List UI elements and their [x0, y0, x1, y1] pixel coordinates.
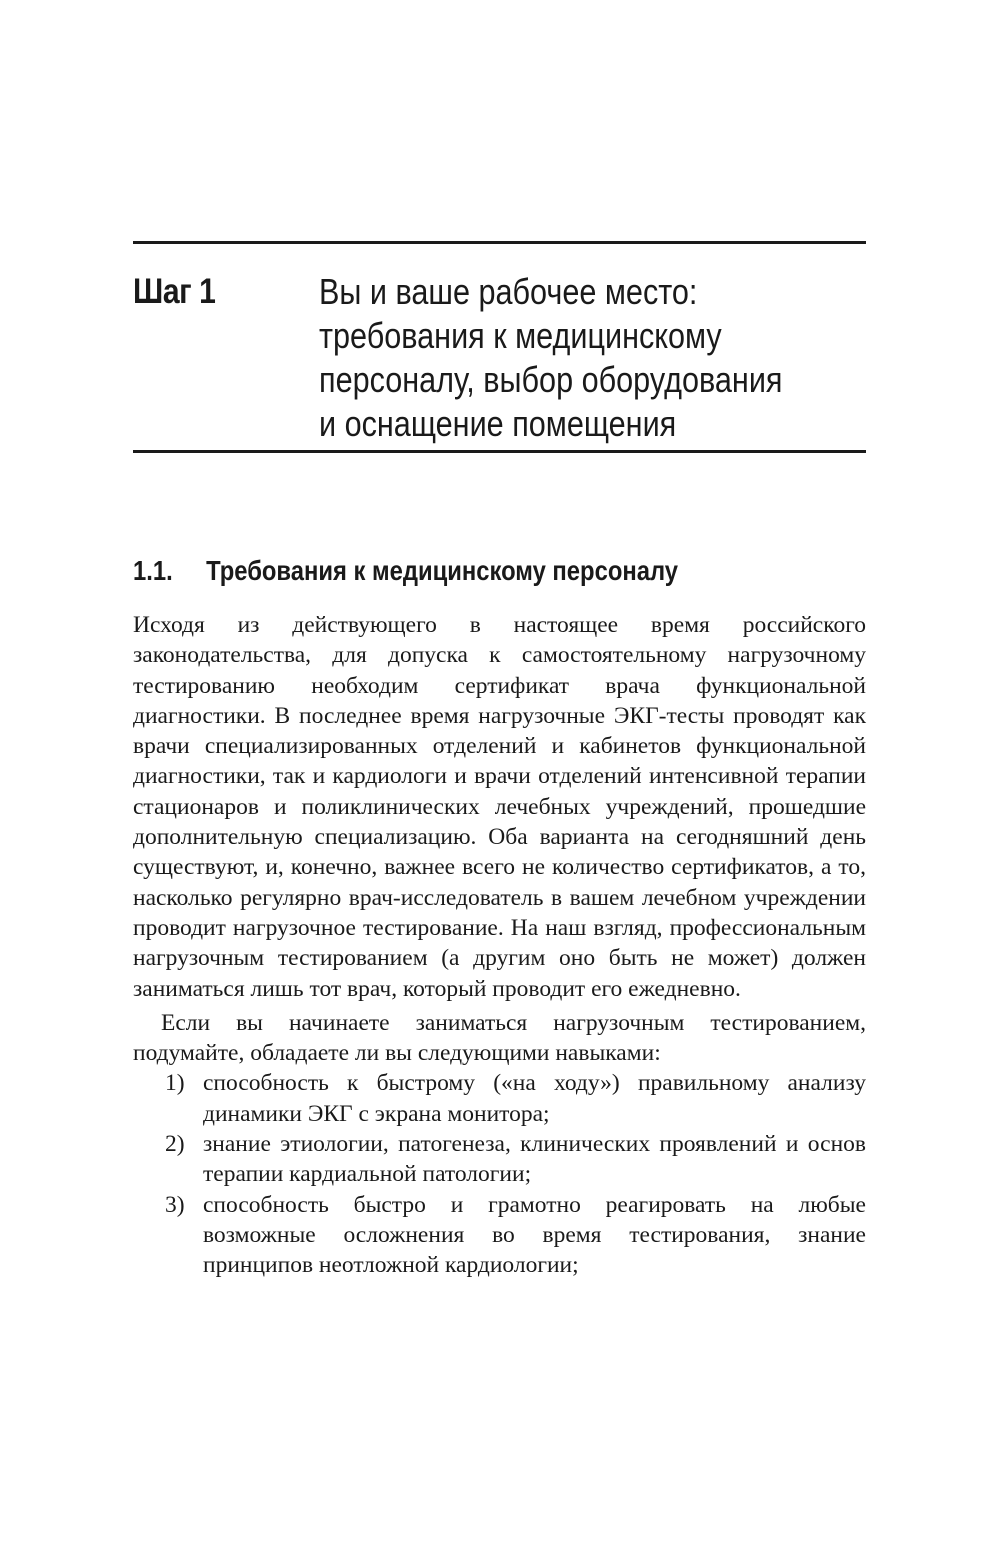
list-marker: 3)	[165, 1191, 185, 1218]
chapter-title-line: персоналу, выбор оборудования	[319, 359, 783, 400]
list-item	[133, 1129, 866, 1190]
step-label: Шаг 1	[133, 272, 216, 311]
list-marker: 2)	[165, 1131, 185, 1158]
chapter-header	[133, 241, 866, 453]
list-item-text: способность быстро и грамотно реагировать на любые возможные осложнения во время тестирования, знание принципов неотложной кардиологии;	[203, 1191, 866, 1279]
section-number: 1.1.	[133, 555, 173, 586]
paragraph: Если вы начинаете заниматься нагрузочным тестированием, подумайте, обладаете ли вы следующими навыками:	[133, 1009, 866, 1067]
list-item-text: способность к быстрому («на ходу») правильному анализу динамики ЭКГ с экрана монитора;	[203, 1070, 866, 1127]
skills-list	[133, 1068, 866, 1280]
body-text	[133, 610, 866, 1281]
list-item-text: знание этиологии, патогенеза, клинических проявлений и основ терапии кардиальной патологии;	[203, 1131, 866, 1188]
list-marker: 1)	[165, 1070, 185, 1097]
chapter-title-line: требования к медицинскому	[319, 315, 722, 356]
chapter-title-line: Вы и ваше рабочее место:	[319, 271, 698, 312]
list-item	[133, 1068, 866, 1129]
chapter-title-line: и оснащение помещения	[319, 403, 677, 444]
paragraph: Исходя из действующего в настоящее время российского законодательства, для допуска к самостоятельному нагрузочному тестированию необходим сертификат врача функциональной диагностики. В последнее время нагрузочные ЭКГ-тесты проводят как врачи специализированных отделений и кабинетов функциональной диагностики, так и кардиологи и врачи отделений интенсивной терапии стационаров и поликлинических лечебных учреждений, прошедшие дополнительную специализацию. Оба варианта на сегодняшний день существуют, и, конечно, важнее всего не количество сертификатов, а то, насколько регулярно врач-исследователь в вашем лечебном учреждении проводит нагрузочное тестирование. На наш взгляд, профессиональным нагрузочным тестированием (а другим оно быть не может) должен заниматься лишь тот врач, который проводит его ежедневно.	[133, 612, 866, 1002]
section-heading	[133, 553, 756, 589]
list-item	[133, 1190, 866, 1281]
chapter-title	[319, 270, 829, 446]
section-title: Требования к медицинскому персоналу	[206, 555, 679, 586]
